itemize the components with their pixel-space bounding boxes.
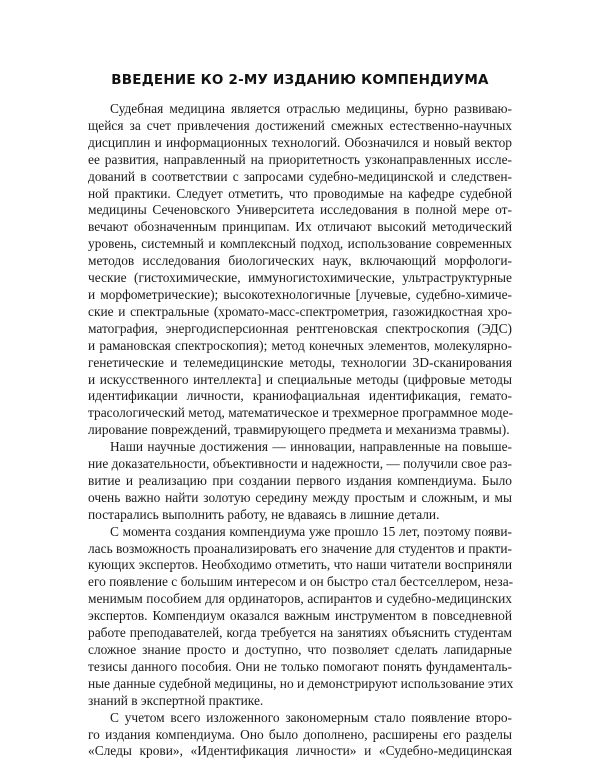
text-line: го издания компендиума. Оно было дополнено, расширены его разделы <box>88 726 512 742</box>
text-line: менимым пособием для ординаторов, аспирантов и судебно-медицинских <box>88 591 512 607</box>
text-line: трасологический метод, математическое и трехмерное программное моде- <box>88 405 513 421</box>
text-line: тезисы данного пособия. Они не только помогают понять фундаменталь- <box>88 658 512 674</box>
text-line: кующих экспертов. Необходимо отметить, что наши читатели восприняли <box>88 557 512 573</box>
text-line: сложное знание просто и доступно, что позволяет сделать лапидарные <box>88 642 512 657</box>
text-line: работе преподавателей, когда требуется на занятиях объяснить студентам <box>88 625 512 641</box>
text-line: щейся за счет привлечения достижений смежных естественно-научных <box>88 117 512 133</box>
text-line: витие и реализацию при создании первого издания компендиума. Было <box>88 472 512 488</box>
text-line: лирование повреждений, травмирующего предмета и механизма травмы). <box>88 422 510 438</box>
text-line: Судебная медицина является отраслью медицины, бурно развиваю- <box>110 101 512 116</box>
text-line: ские и спектральные (хромато-масс-спектрометрия, газожидкостная хро- <box>88 303 512 319</box>
text-line: и искусственного интеллекта] и специальные методы (цифровые методы <box>88 371 512 387</box>
page-title: ВВЕДЕНИЕ КО 2-МУ ИЗДАНИЮ КОМПЕНДИУМА <box>111 72 489 88</box>
text-line: и морфометрические); высокотехнологичные [лучевые, судебно-химиче- <box>88 286 512 302</box>
text-line: ной практики. Следует отметить, что проводимые на кафедре судебной <box>88 185 512 201</box>
text-line: его появление с большим интересом и он быстро стал бестселлером, неза- <box>88 574 514 590</box>
text-line: С момента создания компендиума уже прошло 15 лет, поэтому появи- <box>110 523 512 539</box>
body-text <box>88 101 512 760</box>
paragraph <box>88 524 512 710</box>
text-line: ческие (гистохимические, иммуногистохимические, ультраструктурные <box>88 270 512 286</box>
text-line: очень важно найти золотую середину между простым и сложным, и мы <box>88 489 512 505</box>
text-line: уровень, системный и комплексный подход, использование современных <box>88 236 512 252</box>
text-line: идентификации личности, краниофациальная идентификация, гемато- <box>88 388 512 404</box>
text-line: постарались выполнить работу, не вдаваясь в лишние детали. <box>88 506 440 522</box>
text-line: медицины Сеченовского Университета исследования в полной мере от- <box>88 202 512 218</box>
text-line: лась возможность проанализировать его значение для студентов и практи- <box>88 540 512 556</box>
text-line: методов исследования биологических наук, включающий морфологи- <box>88 253 512 269</box>
paragraph <box>88 101 512 439</box>
text-line: дований в соответствии с запросами судебно-медицинской и следствен- <box>88 168 512 184</box>
text-line: ние доказательности, объективности и надежности, — получили свое раз- <box>88 456 513 472</box>
text-line: экспертов. Компендиум оказался важным инструментом в повседневной <box>88 608 512 624</box>
text-line: С учетом всего изложенного закономерным стало появление второ- <box>110 709 512 725</box>
text-line: вечают обозначенным принципам. Их отличают высокий методический <box>88 219 512 235</box>
text-line: генетические и телемедицинские методы, технологии 3D-сканирования <box>88 354 512 370</box>
paragraph <box>88 439 512 524</box>
text-line: дисциплин и информационных технологий. Обозначился и новый вектор <box>88 134 512 150</box>
text-line: и рамановская спектроскопия); метод конечных элементов, молекулярно- <box>88 337 512 353</box>
text-line: знаний в экспертной практике. <box>88 692 264 708</box>
text-line: Наши научные достижения — инновации, направленные на повыше- <box>110 439 512 455</box>
paragraph <box>88 710 512 760</box>
text-line: матография, энергодисперсионная рентгеновская спектроскопия (ЭДС) <box>88 320 512 336</box>
text-line: ные данные судебной медицины, но и демонстрируют использование этих <box>88 675 514 691</box>
text-line: «Следы крови», «Идентификация личности» и «Судебно-медицинская <box>88 743 512 759</box>
text-line: ее развития, направленный на приоритетность узконаправленных иссле- <box>88 151 512 167</box>
